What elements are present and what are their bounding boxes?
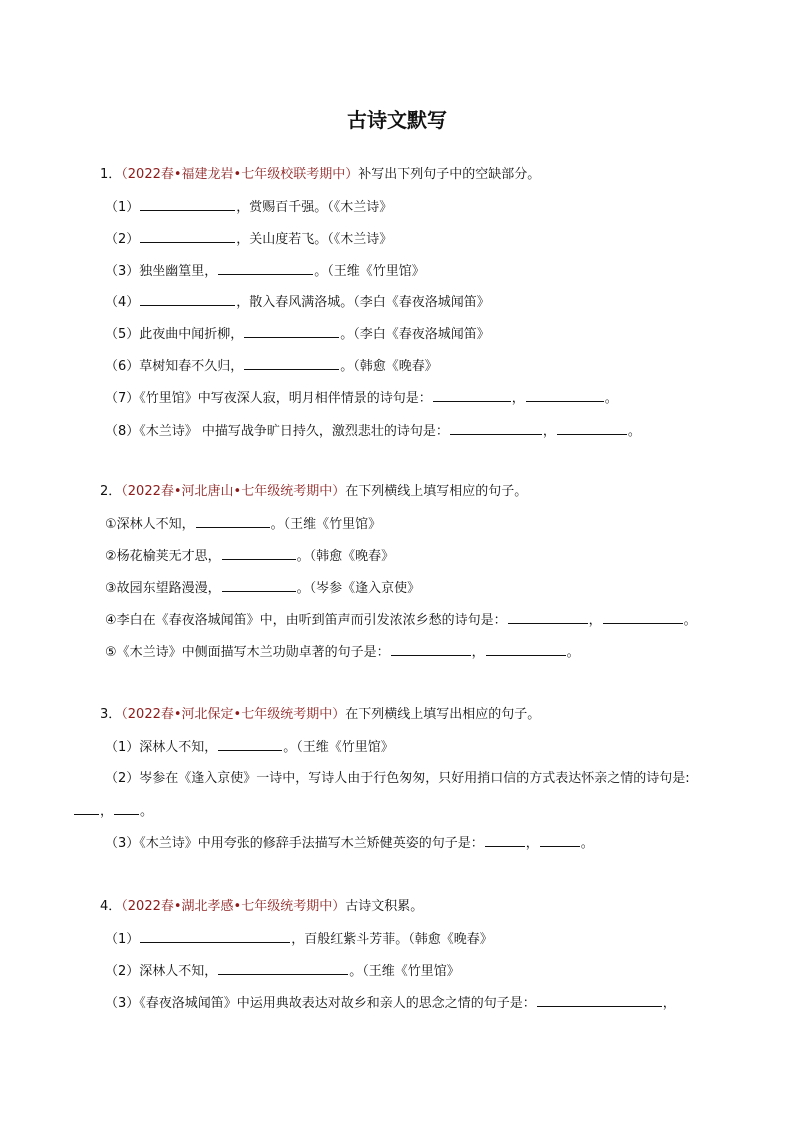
answer-blank[interactable] [557, 421, 627, 435]
answer-blank[interactable] [140, 229, 235, 243]
question-prompt: 古诗文积累。 [345, 899, 424, 914]
answer-blank[interactable] [222, 546, 296, 560]
question-4-header [100, 897, 423, 917]
answer-blank[interactable] [537, 993, 662, 1007]
question-number: 2． [100, 484, 122, 499]
question-source: （2022春•福建龙岩•七年级校联考期中） [121, 167, 359, 182]
answer-blank[interactable] [526, 388, 604, 402]
answer-blank[interactable] [485, 833, 525, 847]
q1-item-1: （1） ，赏赐百千强。（《木兰诗》 [105, 197, 392, 218]
answer-blank[interactable] [222, 578, 296, 592]
answer-blank[interactable] [114, 801, 139, 815]
answer-blank[interactable] [218, 261, 313, 275]
question-source: （2022春•湖北孝感•七年级统考期中） [121, 899, 346, 914]
question-number: 3． [100, 707, 122, 722]
q2-item-5: ⑤《木兰诗》中侧面描写木兰功勋卓著的句子是： ， 。 [105, 642, 580, 663]
question-number: 1． [100, 167, 122, 182]
question-prompt: 在下列横线上填写出相应的句子。 [345, 707, 541, 722]
answer-blank[interactable] [196, 514, 270, 528]
answer-blank[interactable] [140, 197, 235, 211]
answer-blank[interactable] [508, 610, 588, 624]
q4-item-2: （2）深林人不知， 。（王维《竹里馆》 [105, 961, 460, 982]
answer-blank[interactable] [218, 961, 348, 975]
question-source: （2022春•河北唐山•七年级统考期中） [121, 484, 346, 499]
q2-item-1: ①深林人不知， 。（王维《竹里馆》 [105, 514, 381, 535]
question-number: 4． [100, 899, 122, 914]
q1-item-6: （6）草树知春不久归， 。（韩愈《晚春》 [105, 356, 438, 377]
answer-blank[interactable] [74, 801, 99, 815]
question-source: （2022春•河北保定•七年级统考期中） [121, 707, 346, 722]
answer-blank[interactable] [218, 737, 282, 751]
q2-item-3: ③故园东望路漫漫， 。（岑参《逢入京使》 [105, 578, 420, 599]
q3-item-2: （2）岑参在《逢入京使》一诗中，写诗人由于行色匆匆，只好用捎口信的方式表达怀亲之情的诗句是: [105, 771, 690, 786]
answer-blank[interactable] [244, 324, 339, 338]
answer-blank[interactable] [540, 833, 580, 847]
answer-blank[interactable] [244, 356, 339, 370]
answer-blank[interactable] [433, 388, 511, 402]
question-2-header [100, 482, 527, 502]
answer-blank[interactable] [603, 610, 683, 624]
question-prompt: 补写出下列句子中的空缺部分。 [358, 167, 541, 182]
q4-item-3: （3）《春夜洛城闻笛》中运用典故表达对故乡和亲人的思念之情的句子是： ， [105, 993, 676, 1014]
q2-item-4: ④李白在《春夜洛城闻笛》中，由听到笛声而引发浓浓乡愁的诗句是： ， 。 [105, 610, 697, 631]
q1-item-8: （8）《木兰诗》 中描写战争旷日持久，激烈悲壮的诗句是： ， 。 [105, 421, 641, 442]
q1-item-2: （2） ，关山度若飞。（《木兰诗》 [105, 229, 392, 250]
q3-item-3: （3）《木兰诗》中用夸张的修辞手法描写木兰矫健英姿的句子是： ， 。 [105, 833, 594, 854]
q1-item-4: （4） ，散入春风满洛城。（李白《春夜洛城闻笛》 [105, 292, 490, 313]
page-title: 古诗文默写 [347, 108, 447, 132]
q3-item-2-continued: ， 。 [73, 801, 153, 822]
q2-item-2: ②杨花榆荚无才思， 。（韩愈《晚春》 [105, 546, 394, 567]
answer-blank[interactable] [450, 421, 542, 435]
answer-blank[interactable] [140, 929, 290, 943]
answer-blank[interactable] [391, 642, 471, 656]
q1-item-7: （7）《竹里馆》中写夜深人寂，明月相伴情景的诗句是： ， 。 [105, 388, 618, 409]
q1-item-5: （5）此夜曲中闻折柳， 。（李白《春夜洛城闻笛》 [105, 324, 490, 345]
question-1-header [100, 165, 540, 185]
answer-blank[interactable] [486, 642, 566, 656]
answer-blank[interactable] [140, 292, 235, 306]
question-prompt: 在下列横线上填写相应的句子。 [345, 484, 528, 499]
question-3-header [100, 705, 540, 725]
q1-item-3: （3）独坐幽篁里， 。（王维《竹里馆》 [105, 261, 425, 282]
q4-item-1: （1） ，百般红紫斗芳菲。（韩愈《晚春》 [105, 929, 493, 950]
q3-item-1: （1）深林人不知， 。（王维《竹里馆》 [105, 737, 394, 758]
